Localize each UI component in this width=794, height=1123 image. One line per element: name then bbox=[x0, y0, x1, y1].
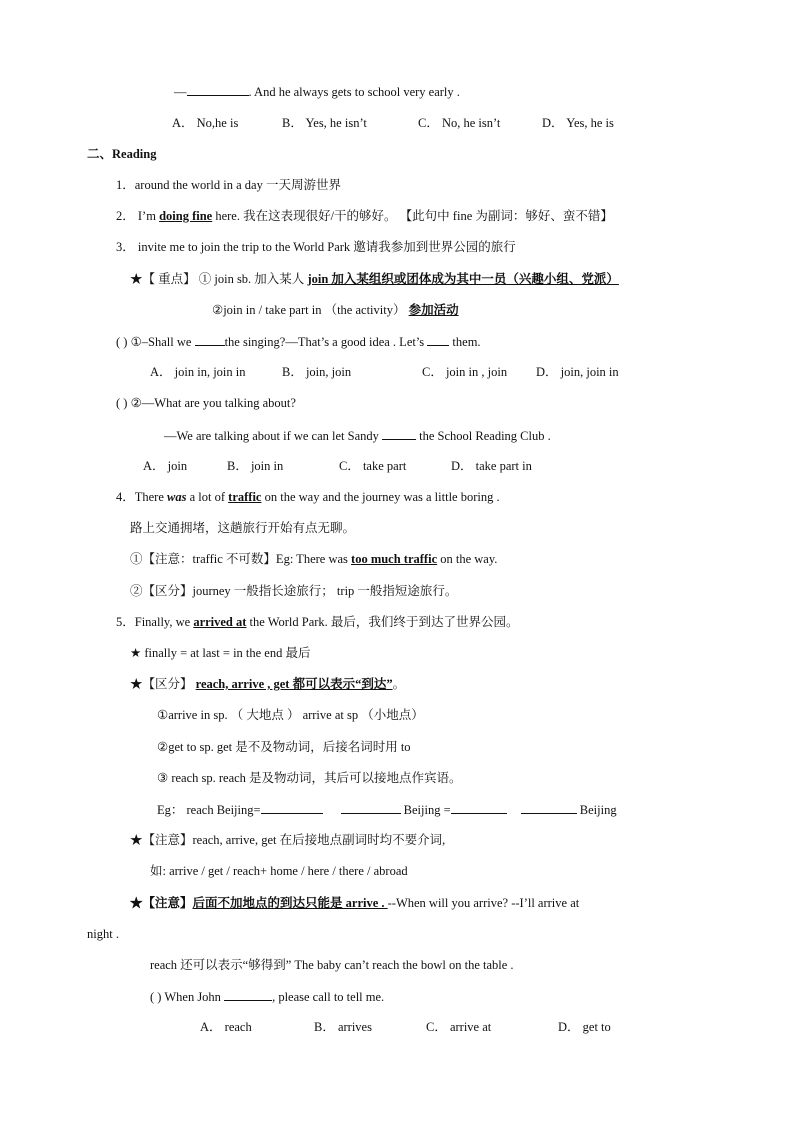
option-c: C． arrive at bbox=[426, 1020, 492, 1034]
option-b: B． join in bbox=[227, 459, 284, 473]
option-a: A． reach bbox=[200, 1020, 252, 1034]
answer-blank bbox=[195, 333, 225, 346]
attention-example: 如: arrive / get / reach+ home / here / there / abroad bbox=[150, 864, 408, 878]
option-a: A． No,he is bbox=[172, 116, 239, 130]
exercise-1 bbox=[116, 333, 481, 350]
item-3: 3． invite me to join the trip to the World Park 邀请我参加到世界公园的旅行 bbox=[116, 240, 516, 254]
exercise-3 bbox=[150, 988, 384, 1005]
option-c: C． take part bbox=[339, 459, 407, 473]
key-point-2-highlight: 参加活动 bbox=[408, 303, 459, 317]
exercise-3-text-2: , please call to tell me. bbox=[272, 990, 385, 1004]
distinction-2: ②get to sp. get 是不及物动词，后接名词时用 to bbox=[157, 740, 411, 754]
answer-blank bbox=[224, 988, 272, 1001]
section-heading: 二、Reading bbox=[87, 147, 157, 161]
option-a: A． join in, join in bbox=[150, 365, 246, 379]
item-4-translation: 路上交通拥堵，这趟旅行开始有点无聊。 bbox=[130, 521, 356, 535]
option-b: B． Yes, he isn’t bbox=[282, 116, 367, 130]
item-2 bbox=[116, 208, 613, 224]
distinction-heading bbox=[130, 676, 405, 692]
distinction-end: 。 bbox=[392, 677, 406, 691]
note-2: ②【区分】journey 一般指长途旅行； trip 一般指短途旅行。 bbox=[130, 584, 458, 598]
item-4 bbox=[116, 489, 500, 505]
options-row bbox=[172, 115, 614, 131]
dash: — bbox=[174, 85, 187, 99]
option-c: C． No, he isn’t bbox=[418, 116, 501, 130]
key-point-2 bbox=[212, 302, 459, 318]
exercise-1-text-2: the singing?—That’s a good idea . Let’s bbox=[224, 335, 428, 349]
attention-note-2 bbox=[130, 895, 579, 911]
question-line bbox=[174, 83, 460, 100]
item-2-keyword: doing fine bbox=[159, 209, 213, 223]
answer-blank bbox=[427, 333, 449, 346]
key-point-label: ★【 重点】 ① join sb. 加入某人 bbox=[130, 272, 308, 286]
synonym-note: ★ finally = at last = in the end 最后 bbox=[130, 646, 311, 660]
key-point-2-text: ②join in / take part in （the activity） bbox=[212, 303, 409, 317]
item-2-note: here. 我在这表现很好/干的够好。 【此句中 fine 为副词：够好、蛮不错】 bbox=[212, 209, 613, 223]
answer-blank bbox=[382, 427, 416, 440]
example-text-3: Beijing bbox=[576, 803, 617, 817]
exercise-2-text-2: the School Reading Club . bbox=[416, 429, 551, 443]
item-5-text: 5．Finally, we bbox=[116, 615, 194, 629]
item-4-keyword-traffic: traffic bbox=[228, 490, 262, 504]
exercise-2-line-2 bbox=[164, 427, 551, 444]
option-b: B． join, join bbox=[282, 365, 352, 379]
answer-blank bbox=[451, 801, 507, 814]
option-a: A． join bbox=[143, 459, 188, 473]
option-d: D． Yes, he is bbox=[542, 116, 614, 130]
exercise-3-text: ( ) When John bbox=[150, 990, 225, 1004]
attention-label: ★【注意】 bbox=[130, 896, 193, 910]
distinction-highlight: reach, arrive , get 都可以表示“到达” bbox=[195, 677, 393, 691]
distinction-label: ★【区分】 bbox=[130, 677, 196, 691]
note-1-text-2: on the way. bbox=[437, 552, 498, 566]
option-d: D． join, join in bbox=[536, 365, 619, 379]
distinction-1: ①arrive in sp. （ 大地点 ） arrive at sp （小地点） bbox=[157, 708, 424, 722]
item-4-keyword-was: was bbox=[167, 490, 187, 504]
item-4-text-3: on the way and the journey was a little boring . bbox=[261, 490, 500, 504]
attention-dialogue: --When will you arrive? --I’ll arrive at bbox=[387, 896, 580, 910]
distinction-3: ③ reach sp. reach 是及物动词，其后可以接地点作宾语。 bbox=[157, 771, 462, 785]
item-5-keyword: arrived at bbox=[193, 615, 247, 629]
exercise-1-text-3: them. bbox=[449, 335, 481, 349]
reach-note: reach 还可以表示“够得到” The baby can’t reach the bowl on the table . bbox=[150, 958, 514, 972]
exercise-2: ( ) ②—What are you talking about? bbox=[116, 396, 296, 410]
item-4-text-2: a lot of bbox=[186, 490, 229, 504]
example-line bbox=[157, 801, 617, 818]
option-b: B． arrives bbox=[314, 1020, 372, 1034]
item-1: 1．around the world in a day 一天周游世界 bbox=[116, 178, 341, 192]
question-text: . And he always gets to school very early . bbox=[248, 85, 460, 99]
attention-highlight: 后面不加地点的到达只能是 arrive . bbox=[192, 896, 388, 910]
item-2-text: 2． I’m bbox=[116, 209, 160, 223]
key-point-highlight: join 加入某组织或团体成为其中一员（兴趣小组、党派） bbox=[307, 272, 619, 286]
answer-blank bbox=[341, 801, 401, 814]
option-d: D． take part in bbox=[451, 459, 532, 473]
attention-note-1: ★【注意】reach, arrive, get 在后接地点副词时均不要介词, bbox=[130, 833, 446, 847]
item-5 bbox=[116, 614, 518, 630]
item-5-text-2: the World Park. 最后，我们终于到达了世界公园。 bbox=[246, 615, 519, 629]
answer-blank bbox=[187, 83, 249, 96]
note-1 bbox=[130, 551, 497, 567]
attention-dialogue-cont: night . bbox=[87, 927, 119, 941]
example-text: Eg： reach Beijing= bbox=[157, 803, 261, 817]
example-text-2: Beijing = bbox=[400, 803, 451, 817]
answer-blank bbox=[261, 801, 323, 814]
key-point-1 bbox=[130, 271, 619, 287]
note-1-highlight: too much traffic bbox=[351, 552, 438, 566]
answer-blank bbox=[521, 801, 577, 814]
option-d: D． get to bbox=[558, 1020, 611, 1034]
item-4-text: 4．There bbox=[116, 490, 168, 504]
note-1-text: ①【注意：traffic 不可数】Eg: There was bbox=[130, 552, 352, 566]
exercise-1-text: ( ) ①–Shall we bbox=[116, 335, 195, 349]
option-c: C． join in , join bbox=[422, 365, 508, 379]
exercise-2-text: —We are talking about if we can let Sandy bbox=[164, 429, 383, 443]
